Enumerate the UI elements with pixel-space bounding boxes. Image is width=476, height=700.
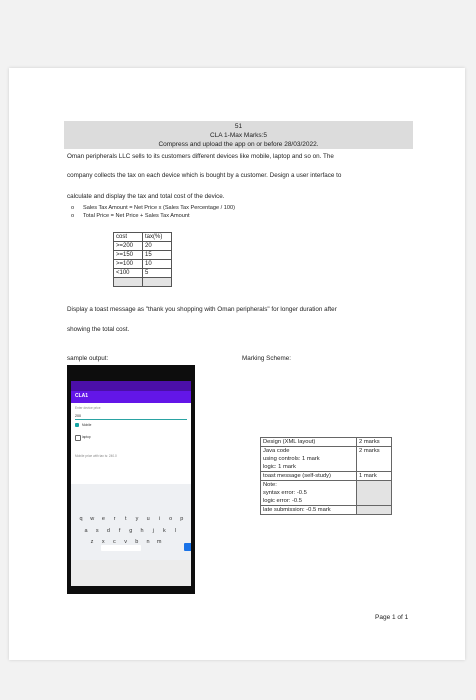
bullet-mark: o <box>71 205 75 211</box>
table-header: tax(%) <box>143 233 172 242</box>
table-cell: >=200 <box>114 242 143 251</box>
bullet-item <box>67 205 235 211</box>
table-cell: 20 <box>143 242 172 251</box>
keyboard-key[interactable]: g <box>129 528 133 534</box>
keyboard-key[interactable]: e <box>101 516 105 522</box>
table-cell-line: logic: 1 mark <box>263 464 296 470</box>
table-cell-empty <box>114 278 143 287</box>
table-row <box>114 260 172 269</box>
paragraph-line-2: company collects the tax on each device which is bought by a customer. Design a user interface to <box>67 172 342 179</box>
table-row <box>261 481 392 506</box>
keyboard-key[interactable]: c <box>113 539 116 545</box>
table-cell: 1 mark <box>357 472 392 481</box>
marking-table <box>260 437 392 515</box>
keyboard-key[interactable]: q <box>79 516 83 522</box>
header-title: CLA 1-Max Marks:5 <box>209 132 268 139</box>
table-row <box>114 278 172 287</box>
table-cell: 10 <box>143 260 172 269</box>
tax-table <box>113 232 172 287</box>
bullet-item <box>67 213 190 219</box>
table-cell: <100 <box>114 269 143 278</box>
mobile-checkbox[interactable] <box>75 423 79 427</box>
table-row <box>261 506 392 515</box>
keyboard-key[interactable]: a <box>84 528 88 534</box>
table-cell-line: syntax error: -0.5 <box>263 490 307 496</box>
price-hint: Enter device price <box>75 406 101 410</box>
keyboard-key[interactable]: y <box>135 516 139 522</box>
keyboard-key[interactable]: t <box>125 516 127 522</box>
table-cell <box>261 481 357 506</box>
keyboard-key[interactable]: w <box>90 516 95 522</box>
keyboard-key[interactable]: p <box>180 516 184 522</box>
marking-scheme-label: Marking Scheme: <box>242 355 291 362</box>
table-cell-line: Java code <box>263 448 290 454</box>
paragraph-line-1: Oman peripherals LLC sells to its customers different devices like mobile, laptop and so on. The <box>67 153 334 160</box>
laptop-checkbox[interactable] <box>75 435 81 441</box>
keyboard-key[interactable]: o <box>169 516 173 522</box>
bullet-text: Total Price = Net Price + Sales Tax Amount <box>83 213 190 219</box>
header-number: 51 <box>234 123 243 130</box>
phone-screen <box>71 381 191 586</box>
table-cell <box>261 447 357 472</box>
keyboard-key[interactable]: j <box>152 528 154 534</box>
table-cell: late submission: -0.5 mark <box>261 506 357 515</box>
table-cell: toast message (self-study) <box>261 472 357 481</box>
input-underline <box>75 419 187 420</box>
toast-instruction-line-1: Display a toast message as "thank you shopping with Oman peripherals" for longer duration after <box>67 306 337 313</box>
table-row <box>261 438 392 447</box>
table-cell: 2 marks <box>357 447 392 472</box>
laptop-label: laptop <box>82 435 91 439</box>
bullet-mark: o <box>71 213 75 219</box>
table-cell: 2 marks <box>357 438 392 447</box>
keyboard-key[interactable]: f <box>118 528 121 534</box>
space-key[interactable] <box>101 545 141 551</box>
keyboard-key[interactable]: r <box>113 516 116 522</box>
table-cell: 5 <box>143 269 172 278</box>
keyboard-key[interactable]: m <box>156 539 162 545</box>
navigation-bar <box>71 560 191 586</box>
table-cell-empty <box>143 278 172 287</box>
sample-output-label: sample output: <box>67 355 109 362</box>
keyboard-key[interactable]: v <box>124 539 127 545</box>
table-cell: Design (XML layout) <box>261 438 357 447</box>
keyboard-key[interactable]: d <box>106 528 110 534</box>
bullet-text: Sales Tax Amount = Net Price x (Sales Tax Percentage / 100) <box>83 205 235 211</box>
keyboard-key[interactable]: l <box>174 528 177 534</box>
mobile-label: Mobile <box>82 423 92 427</box>
toast-instruction-line-2: showing the total cost. <box>67 326 130 333</box>
table-header: cost <box>114 233 143 242</box>
table-cell: 15 <box>143 251 172 260</box>
table-row <box>114 242 172 251</box>
phone-screenshot <box>67 365 195 594</box>
app-title: CLA1 <box>75 393 89 399</box>
table-cell-empty <box>357 481 392 506</box>
paragraph-line-3: calculate and display the tax and total cost of the device. <box>67 193 225 200</box>
done-key[interactable] <box>184 543 191 551</box>
table-row <box>261 472 392 481</box>
keyboard-key[interactable]: z <box>90 539 94 545</box>
table-cell: >=150 <box>114 251 143 260</box>
table-cell-line: Note: <box>263 482 277 488</box>
table-cell-line: logic error: -0.5 <box>263 498 302 504</box>
keyboard-key[interactable]: b <box>135 539 139 545</box>
status-bar <box>71 381 191 391</box>
keyboard-key[interactable]: n <box>146 539 150 545</box>
result-text: Mobile price with tax is: 240.0 <box>75 454 117 458</box>
header-subtitle: Compress and upload the app on or before 28/03/2022. <box>158 141 319 148</box>
table-header-row <box>114 233 172 242</box>
keyboard-key[interactable]: x <box>101 539 105 545</box>
app-bar <box>71 391 191 403</box>
header-band <box>64 121 413 149</box>
price-input[interactable]: 200 <box>75 414 81 418</box>
keyboard-key[interactable]: k <box>163 528 166 534</box>
table-row <box>114 251 172 260</box>
keyboard-key[interactable]: h <box>140 528 144 534</box>
table-row <box>114 269 172 278</box>
table-cell: >=100 <box>114 260 143 269</box>
document-page <box>9 68 465 660</box>
table-cell-empty <box>357 506 392 515</box>
keyboard-key[interactable]: s <box>95 528 99 534</box>
keyboard-key[interactable]: i <box>158 516 160 522</box>
table-cell-line: using controls: 1 mark <box>263 456 320 462</box>
keyboard-key[interactable]: u <box>146 516 150 522</box>
table-row <box>261 447 392 472</box>
page-number: Page 1 of 1 <box>375 614 409 621</box>
